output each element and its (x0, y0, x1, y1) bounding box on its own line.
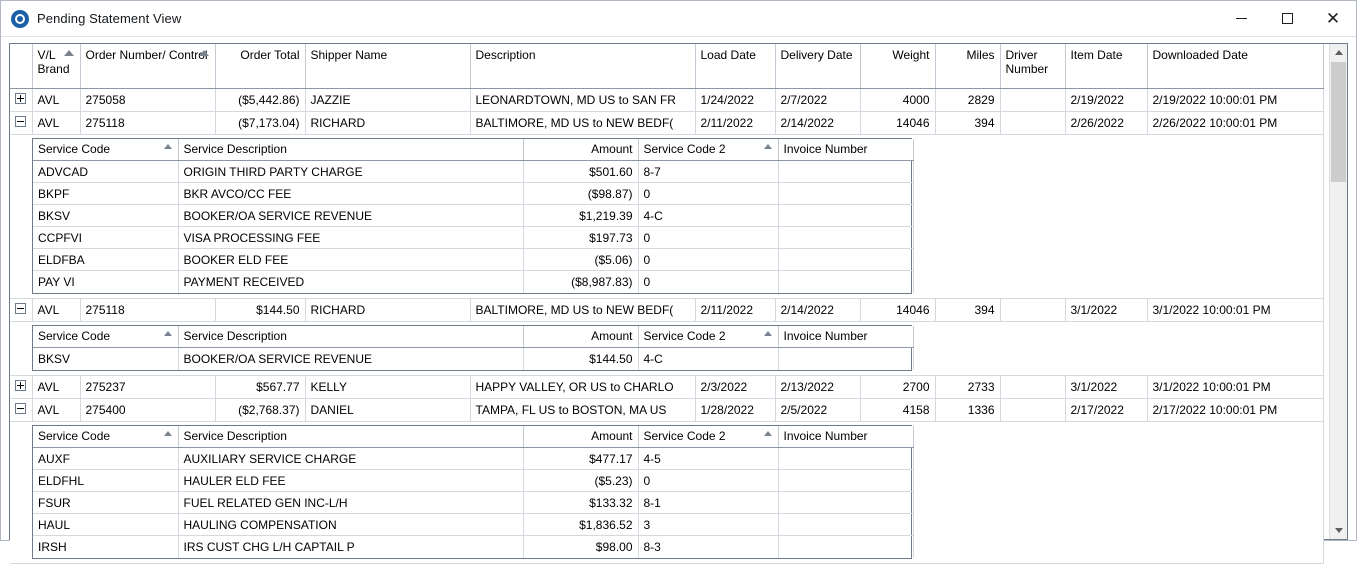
cell-delivery-date: 2/14/2022 (775, 298, 860, 321)
detail-host (10, 421, 1323, 563)
cell-miles: 2733 (935, 375, 1000, 398)
detail-table-row[interactable] (33, 470, 913, 492)
cell-vl-brand: AVL (32, 298, 80, 321)
detail-cell-service-code-2: 0 (638, 249, 778, 271)
detail-cell-service-description: FUEL RELATED GEN INC-L/H (178, 492, 523, 514)
detail-cell-service-description: BKR AVCO/CC FEE (178, 183, 523, 205)
detail-cell-service-code: AUXF (33, 448, 178, 470)
maximize-icon (1282, 13, 1293, 24)
detail-cell-amount: ($98.87) (523, 183, 638, 205)
sort-ascending-icon (164, 144, 172, 149)
cell-item-date: 3/1/2022 (1065, 298, 1147, 321)
detail-cell-service-code-2: 8-1 (638, 492, 778, 514)
detail-cell-amount: $501.60 (523, 161, 638, 183)
detail-cell-invoice-number (778, 161, 913, 183)
detail-col-service-description[interactable]: Service Description (178, 326, 523, 348)
cell-item-date: 2/26/2022 (1065, 111, 1147, 134)
cell-miles: 1336 (935, 398, 1000, 421)
cell-description: TAMPA, FL US to BOSTON, MA US (470, 398, 695, 421)
cell-vl-brand: AVL (32, 111, 80, 134)
cell-miles: 394 (935, 298, 1000, 321)
col-header-order-number[interactable]: Order Number/ Control (80, 44, 215, 88)
detail-cell-invoice-number (778, 448, 913, 470)
col-header-delivery-date[interactable]: Delivery Date (775, 44, 860, 88)
cell-weight: 4000 (860, 88, 935, 111)
detail-cell-service-code: FSUR (33, 492, 178, 514)
minimize-button[interactable] (1218, 1, 1264, 37)
chevron-up-icon (1335, 50, 1343, 55)
detail-cell-amount: $477.17 (523, 448, 638, 470)
table-row[interactable] (10, 398, 1323, 421)
cell-load-date: 1/28/2022 (695, 398, 775, 421)
detail-table-row[interactable] (33, 249, 913, 271)
detail-cell-service-code-2: 0 (638, 470, 778, 492)
chevron-down-icon (1335, 528, 1343, 533)
service-detail-panel (32, 425, 912, 559)
cell-order-total: ($2,768.37) (215, 398, 305, 421)
cell-order-total: ($5,442.86) (215, 88, 305, 111)
detail-cell-service-code-2: 8-7 (638, 161, 778, 183)
detail-cell-service-code: BKSV (33, 348, 178, 370)
col-header-vl-brand[interactable]: V/L Brand (32, 44, 80, 88)
detail-cell-service-code-2: 3 (638, 514, 778, 536)
cell-order-number: 275058 (80, 88, 215, 111)
detail-cell-service-description: VISA PROCESSING FEE (178, 227, 523, 249)
detail-cell-service-description: HAULING COMPENSATION (178, 514, 523, 536)
detail-cell-invoice-number (778, 249, 913, 271)
detail-row (10, 421, 1323, 563)
detail-cell-service-description: HAULER ELD FEE (178, 470, 523, 492)
detail-cell-amount: $133.32 (523, 492, 638, 514)
cell-shipper-name: JAZZIE (305, 88, 470, 111)
scroll-up-button[interactable] (1330, 44, 1347, 61)
detail-cell-service-description: BOOKER ELD FEE (178, 249, 523, 271)
detail-table-row[interactable] (33, 271, 913, 293)
sort-ascending-icon (199, 50, 209, 56)
service-detail-table (33, 326, 914, 370)
detail-col-service-description[interactable]: Service Description (178, 139, 523, 161)
cell-delivery-date: 2/13/2022 (775, 375, 860, 398)
col-header-driver-number[interactable]: Driver Number (1000, 44, 1065, 88)
detail-cell-service-code: BKSV (33, 205, 178, 227)
detail-cell-service-code: HAUL (33, 514, 178, 536)
cell-driver-number (1000, 298, 1065, 321)
sort-ascending-icon (164, 431, 172, 436)
detail-cell-service-code-2: 4-5 (638, 448, 778, 470)
cell-order-number: 275118 (80, 298, 215, 321)
cell-vl-brand: AVL (32, 375, 80, 398)
detail-col-service-code[interactable]: Service Code (33, 139, 178, 161)
cell-order-total: ($7,173.04) (215, 111, 305, 134)
col-header-shipper-name[interactable]: Shipper Name (305, 44, 470, 88)
service-detail-panel (32, 138, 912, 294)
window-title: Pending Statement View (37, 11, 182, 26)
collapse-icon[interactable] (15, 303, 26, 314)
detail-cell-amount: $197.73 (523, 227, 638, 249)
cell-order-total: $567.77 (215, 375, 305, 398)
cell-downloaded-date: 3/1/2022 10:00:01 PM (1147, 375, 1323, 398)
col-header-downloaded-date[interactable]: Downloaded Date (1147, 44, 1323, 88)
cell-load-date: 1/24/2022 (695, 88, 775, 111)
col-header-order-total[interactable]: Order Total (215, 44, 305, 88)
detail-col-invoice-number[interactable]: Invoice Number (778, 326, 913, 348)
cell-shipper-name: RICHARD (305, 111, 470, 134)
cell-description: HAPPY VALLEY, OR US to CHARLO (470, 375, 695, 398)
detail-cell-amount: $144.50 (523, 348, 638, 370)
detail-col-service-code-2[interactable]: Service Code 2 (638, 139, 778, 161)
cell-weight: 4158 (860, 398, 935, 421)
statement-grid (9, 43, 1348, 554)
detail-col-invoice-number[interactable]: Invoice Number (778, 426, 913, 448)
expand-icon[interactable] (15, 380, 26, 391)
detail-cell-service-code: ADVCAD (33, 161, 178, 183)
col-header-load-date[interactable]: Load Date (695, 44, 775, 88)
row-expander[interactable] (10, 375, 32, 398)
detail-cell-service-description: ORIGIN THIRD PARTY CHARGE (178, 161, 523, 183)
maximize-button[interactable] (1264, 1, 1310, 37)
cell-load-date: 2/3/2022 (695, 375, 775, 398)
cell-miles: 394 (935, 111, 1000, 134)
detail-cell-service-description: IRS CUST CHG L/H CAPTAIL P (178, 536, 523, 558)
cell-delivery-date: 2/7/2022 (775, 88, 860, 111)
detail-cell-invoice-number (778, 536, 913, 558)
detail-col-amount[interactable]: Amount (523, 139, 638, 161)
detail-table-row[interactable] (33, 492, 913, 514)
cell-vl-brand: AVL (32, 88, 80, 111)
detail-cell-service-code-2: 0 (638, 271, 778, 293)
service-detail-table (33, 426, 914, 558)
row-expander[interactable] (10, 88, 32, 111)
detail-cell-invoice-number (778, 227, 913, 249)
detail-cell-service-code: ELDFBA (33, 249, 178, 271)
scrollbar-thumb[interactable] (1331, 62, 1346, 182)
detail-cell-service-description: PAYMENT RECEIVED (178, 271, 523, 293)
orders-table (10, 44, 1324, 564)
app-circle-icon (11, 10, 29, 28)
cell-item-date: 3/1/2022 (1065, 375, 1147, 398)
expander-col-header (10, 44, 32, 88)
cell-order-number: 275237 (80, 375, 215, 398)
col-header-item-date[interactable]: Item Date (1065, 44, 1147, 88)
detail-cell-service-code: BKPF (33, 183, 178, 205)
col-header-miles[interactable]: Miles (935, 44, 1000, 88)
detail-table-row[interactable] (33, 161, 913, 183)
cell-shipper-name: RICHARD (305, 298, 470, 321)
grid-scroll-area (10, 44, 1329, 554)
sort-ascending-icon (64, 50, 74, 56)
cell-shipper-name: DANIEL (305, 398, 470, 421)
detail-cell-service-code-2: 0 (638, 183, 778, 205)
detail-col-service-code[interactable]: Service Code (33, 326, 178, 348)
detail-col-service-code-2[interactable]: Service Code 2 (638, 426, 778, 448)
cell-driver-number (1000, 88, 1065, 111)
detail-cell-invoice-number (778, 348, 913, 370)
cell-description: BALTIMORE, MD US to NEW BEDF( (470, 298, 695, 321)
cell-order-number: 275400 (80, 398, 215, 421)
vertical-scrollbar[interactable] (1329, 44, 1347, 539)
close-icon: ✕ (1325, 9, 1341, 28)
cell-load-date: 2/11/2022 (695, 111, 775, 134)
detail-cell-invoice-number (778, 205, 913, 227)
detail-cell-amount: $1,219.39 (523, 205, 638, 227)
detail-cell-amount: $98.00 (523, 536, 638, 558)
detail-cell-invoice-number (778, 470, 913, 492)
detail-col-amount[interactable]: Amount (523, 426, 638, 448)
detail-cell-amount: ($5.06) (523, 249, 638, 271)
detail-header-row (33, 139, 913, 161)
detail-cell-service-code-2: 4-C (638, 348, 778, 370)
col-header-description[interactable]: Description (470, 44, 695, 88)
detail-col-service-description[interactable]: Service Description (178, 426, 523, 448)
col-header-weight[interactable]: Weight (860, 44, 935, 88)
detail-col-amount[interactable]: Amount (523, 326, 638, 348)
title-bar (1, 1, 1356, 37)
cell-shipper-name: KELLY (305, 375, 470, 398)
detail-table-row[interactable] (33, 348, 913, 370)
detail-cell-amount: ($8,987.83) (523, 271, 638, 293)
cell-downloaded-date: 2/17/2022 10:00:01 PM (1147, 398, 1323, 421)
cell-vl-brand: AVL (32, 398, 80, 421)
detail-cell-service-code: ELDFHL (33, 470, 178, 492)
detail-table-row[interactable] (33, 183, 913, 205)
table-row[interactable] (10, 88, 1323, 111)
detail-table-row[interactable] (33, 514, 913, 536)
detail-cell-service-code: IRSH (33, 536, 178, 558)
sort-ascending-icon (764, 431, 772, 436)
sort-ascending-icon (764, 144, 772, 149)
sort-ascending-icon (164, 331, 172, 336)
detail-table-row[interactable] (33, 227, 913, 249)
row-expander[interactable] (10, 398, 32, 421)
detail-host (10, 134, 1323, 298)
cell-order-number: 275118 (80, 111, 215, 134)
cell-weight: 14046 (860, 298, 935, 321)
cell-delivery-date: 2/5/2022 (775, 398, 860, 421)
table-row[interactable] (10, 298, 1323, 321)
cell-downloaded-date: 3/1/2022 10:00:01 PM (1147, 298, 1323, 321)
expand-icon[interactable] (15, 93, 26, 104)
cell-delivery-date: 2/14/2022 (775, 111, 860, 134)
cell-driver-number (1000, 398, 1065, 421)
service-detail-panel (32, 325, 912, 371)
detail-cell-invoice-number (778, 183, 913, 205)
minimize-icon (1236, 18, 1247, 19)
detail-table-row[interactable] (33, 448, 913, 470)
collapse-icon[interactable] (15, 403, 26, 414)
detail-col-service-code[interactable]: Service Code (33, 426, 178, 448)
detail-cell-invoice-number (778, 492, 913, 514)
detail-cell-amount: $1,836.52 (523, 514, 638, 536)
sort-ascending-icon (764, 331, 772, 336)
table-row[interactable] (10, 111, 1323, 134)
detail-cell-service-code-2: 0 (638, 227, 778, 249)
detail-row (10, 321, 1323, 375)
detail-cell-service-description: BOOKER/OA SERVICE REVENUE (178, 205, 523, 227)
orders-header-row (10, 44, 1323, 88)
detail-cell-service-description: AUXILIARY SERVICE CHARGE (178, 448, 523, 470)
cell-miles: 2829 (935, 88, 1000, 111)
detail-cell-service-code: PAY VI (33, 271, 178, 293)
detail-cell-service-code-2: 8-3 (638, 536, 778, 558)
detail-row (10, 134, 1323, 298)
table-row[interactable] (10, 375, 1323, 398)
cell-description: BALTIMORE, MD US to NEW BEDF( (470, 111, 695, 134)
cell-weight: 2700 (860, 375, 935, 398)
cell-item-date: 2/17/2022 (1065, 398, 1147, 421)
cell-driver-number (1000, 375, 1065, 398)
scroll-down-button[interactable] (1330, 522, 1347, 539)
service-detail-table (33, 139, 914, 293)
detail-cell-service-code: CCPFVI (33, 227, 178, 249)
collapse-icon[interactable] (15, 116, 26, 127)
close-button[interactable] (1310, 1, 1356, 37)
detail-cell-service-description: BOOKER/OA SERVICE REVENUE (178, 348, 523, 370)
cell-driver-number (1000, 111, 1065, 134)
cell-description: LEONARDTOWN, MD US to SAN FR (470, 88, 695, 111)
row-expander[interactable] (10, 298, 32, 321)
detail-host (10, 321, 1323, 375)
detail-table-row[interactable] (33, 205, 913, 227)
detail-cell-amount: ($5.23) (523, 470, 638, 492)
cell-downloaded-date: 2/19/2022 10:00:01 PM (1147, 88, 1323, 111)
cell-load-date: 2/11/2022 (695, 298, 775, 321)
cell-downloaded-date: 2/26/2022 10:00:01 PM (1147, 111, 1323, 134)
detail-header-row (33, 326, 913, 348)
detail-col-service-code-2[interactable]: Service Code 2 (638, 326, 778, 348)
detail-cell-service-code-2: 4-C (638, 205, 778, 227)
cell-order-total: $144.50 (215, 298, 305, 321)
cell-item-date: 2/19/2022 (1065, 88, 1147, 111)
window-controls (1218, 1, 1356, 37)
cell-weight: 14046 (860, 111, 935, 134)
detail-col-invoice-number[interactable]: Invoice Number (778, 139, 913, 161)
detail-cell-invoice-number (778, 271, 913, 293)
detail-table-row[interactable] (33, 536, 913, 558)
detail-cell-invoice-number (778, 514, 913, 536)
row-expander[interactable] (10, 111, 32, 134)
detail-header-row (33, 426, 913, 448)
